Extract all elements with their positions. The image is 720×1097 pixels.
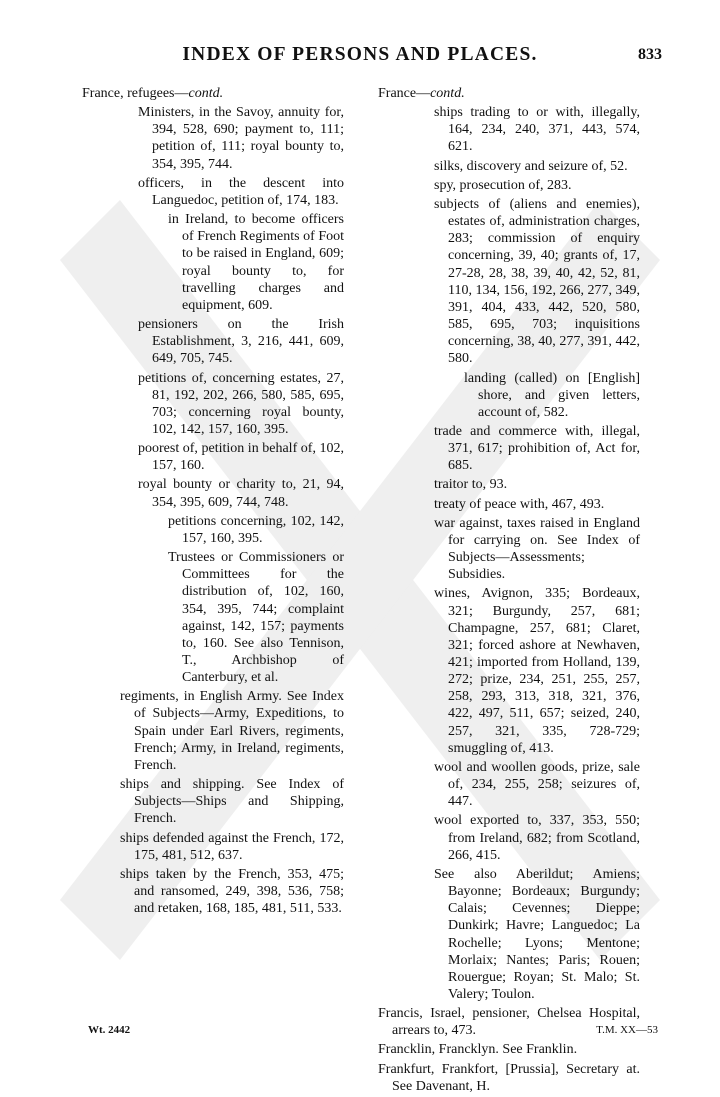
footer-signature: T.M. XX—53: [596, 1024, 658, 1036]
index-entry: Francis, Israel, pensioner, Chelsea Hospital, arrears to, 473.: [378, 1006, 640, 1039]
index-entry: treaty of peace with, 467, 493.: [434, 496, 605, 512]
left-heading: France, refugees—contd.: [82, 86, 224, 101]
index-entry: Francklin, Francklyn. See Franklin.: [378, 1042, 578, 1058]
index-entry: wines, Avignon, 335; Bordeaux, 321; Burgundy, 257, 681; Champagne, 257, 681; Claret, 321; forced ashore at Newhaven, 421; imported from Holland, 139, 272; prize, 234, 251, 255, 257, 258, 293, 313, 318, 321, 376, 422, 497, 511, 657; seized, 240, 257, 321, 335, 728-729; smuggling of, 413.: [434, 586, 640, 756]
index-entry: subjects of (aliens and enemies), estates of, administration charges, 283; commission of enquiry concerning, 39, 40; grants of, 17, 27-28, 28, 38, 39, 40, 42, 52, 81, 110, 134, 156, 192, 266, 277, 349, 391, 404, 433, 442, 520, 580, 585, 695, 703; inquisitions concerning, 38, 40, 277, 391, 442, 580.: [434, 196, 640, 367]
page-number: 833: [638, 46, 662, 63]
index-entry: silks, discovery and seizure of, 52.: [434, 158, 628, 174]
index-entry: traitor to, 93.: [434, 477, 508, 493]
index-entry: pensioners on the Irish Establishment, 3, 216, 441, 609, 649, 705, 745.: [138, 317, 344, 367]
page-title: INDEX OF PERSONS AND PLACES.: [182, 44, 538, 65]
index-entry: trade and commerce with, illegal, 371, 617; prohibition of, Act for, 685.: [434, 423, 640, 474]
left-column: [82, 85, 344, 919]
index-entry: in Ireland, to become officers of French Regiments of Foot to be raised in England, 609; royal bounty to, for travelling charges and equipment, 609.: [168, 212, 344, 313]
index-entry: war against, taxes raised in England for carrying on. See Index of Subjects—Assessments; Subsidies.: [434, 515, 640, 583]
footer-print-code: Wt. 2442: [88, 1024, 131, 1036]
index-entry: landing (called) on [English] shore, and given letters, account of, 582.: [464, 370, 640, 420]
index-entry: poorest of, petition in behalf of, 102, 157, 160.: [138, 441, 344, 474]
index-entry: See also Aberildut; Amiens; Bayonne; Bordeaux; Burgundy; Calais; Cevennes; Dieppe; Dunkirk; Havre; Languedoc; La Rochelle; Lyons; Mentone; Morlaix; Nantes; Paris; Rouen; Rouergue; Royan; St. Malo; St. Valery; Toulon.: [434, 866, 640, 1002]
index-entry: ships defended against the French, 172, 175, 481, 512, 637.: [120, 830, 344, 863]
index-entry: petitions of, concerning estates, 27, 81, 192, 202, 266, 580, 585, 695, 703; concerning royal bounty, 102, 142, 157, 160, 395.: [138, 370, 344, 437]
right-column: [378, 85, 640, 1097]
index-entry: Frankfurt, Frankfort, [Prussia], Secretary at. See Davenant, H.: [378, 1061, 640, 1094]
index-entry: Trustees or Commissioners or Committees for the distribution of, 102, 160, 354, 395, 744; complaint against, 142, 157; payments to, 160. See also Tennison, T., Archbishop of Canterbury, et al.: [168, 550, 344, 686]
index-entry: regiments, in English Army. See Index of Subjects—Army, Expeditions, to Spain under Earl Rivers, regiments, French; Army, in Ireland, regiments, French.: [120, 689, 344, 773]
index-entry: petitions concerning, 102, 142, 157, 160, 395.: [168, 513, 344, 546]
index-entry: officers, in the descent into Languedoc, petition of, 174, 183.: [138, 175, 344, 208]
index-entry: ships and shipping. See Index of Subjects—Ships and Shipping, French.: [120, 777, 344, 827]
index-entry: wool and woollen goods, prize, sale of, 234, 255, 258; seizures of, 447.: [434, 759, 640, 810]
index-entry: spy, prosecution of, 283.: [434, 177, 572, 193]
index-entry: royal bounty or charity to, 21, 94, 354, 395, 609, 744, 748.: [138, 477, 344, 510]
index-entry: wool exported to, 337, 353, 550; from Ireland, 682; from Scotland, 266, 415.: [434, 813, 640, 863]
right-heading: France—contd.: [378, 86, 465, 101]
index-entry: ships trading to or with, illegally, 164, 234, 240, 371, 443, 574, 621.: [434, 105, 640, 155]
index-entry: ships taken by the French, 353, 475; and ransomed, 249, 398, 536, 758; and retaken, 168, 185, 481, 511, 533.: [120, 866, 344, 917]
index-entry: Ministers, in the Savoy, annuity for, 394, 528, 690; payment to, 111; petition of, 111; royal bounty to, 354, 395, 744.: [138, 105, 344, 172]
